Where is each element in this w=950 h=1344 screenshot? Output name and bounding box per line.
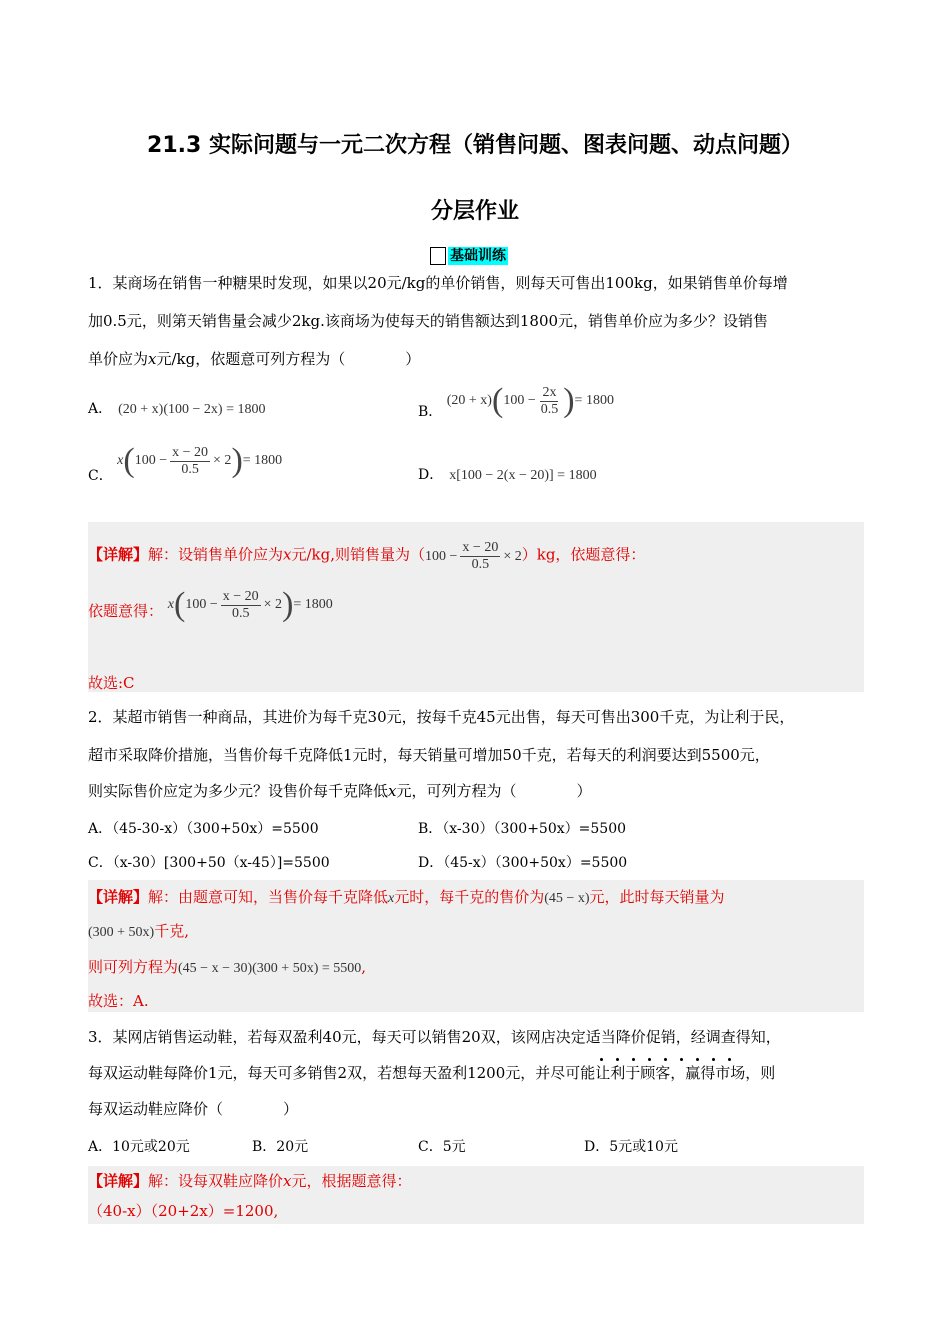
section-tag bbox=[430, 246, 508, 266]
section-label: 基础训练 bbox=[450, 248, 506, 264]
q1-option-d: D． x[100 − 2(x − 20)] = 1800 bbox=[418, 467, 597, 483]
q2-answer-line4: 故选：A. bbox=[88, 992, 149, 1010]
q3-answer-line1: 【详解】解：设每双鞋应降价x元，根据题意得： bbox=[88, 1172, 412, 1190]
emphasis-dot bbox=[728, 1058, 731, 1061]
q3-answer-line2: （40-x）（20+2x）=1200, bbox=[88, 1202, 279, 1220]
q2-option-c: C．（x-30）[300+50（x-45）]=5500 bbox=[88, 855, 330, 871]
q2-option-b: B．（x-30）（300+50x）=5500 bbox=[418, 821, 627, 837]
q1-line3: 单价应为x元/kg，依题意可列方程为（ ） bbox=[88, 350, 421, 368]
q1-answer-line2: 依题意得： x(100 − $\frac{x - 20}{0.5}$ × 2)= 1800 bbox=[88, 586, 333, 623]
q2-option-d: D．（45-x）（300+50x）=5500 bbox=[418, 855, 628, 871]
q2-line1: 2．某超市销售一种商品，其进价为每千克30元，按每千克45元出售，每天可售出300千克，为让利于民， bbox=[88, 708, 795, 726]
q1-answer-line1: 【详解】解：设销售单价应为x元/kg,则销售量为（100 − $\frac{x - 20}{0.5}$ × 2）kg，依题意得： bbox=[88, 540, 646, 572]
emphasis-dot bbox=[632, 1058, 635, 1061]
emphasis-dot bbox=[600, 1058, 603, 1061]
q1-option-b: B． (20 + x)(100 − $\frac{2x}{0.5}$ )= 1800 bbox=[418, 382, 614, 421]
q2-line2: 超市采取降价措施，当售价每千克降低1元时，每天销量可增加50千克，若每天的利润要达到5500元， bbox=[88, 746, 770, 764]
checkbox-icon bbox=[430, 247, 446, 265]
emphasis-dot bbox=[696, 1058, 699, 1061]
q3-emphasis: 并尽可能让利于顾客 bbox=[535, 1064, 671, 1082]
q3-answer-box bbox=[88, 1166, 864, 1224]
q2-line3: 则实际售价应定为多少元？设售价每千克降低x元，可列方程为（ ） bbox=[88, 782, 592, 800]
q3-option-a: A．10元或20元 bbox=[88, 1139, 190, 1155]
q2-answer-line3: 则可列方程为(45 − x − 30)(300 + 50x) = 5500, bbox=[88, 958, 367, 976]
emphasis-dot bbox=[680, 1058, 683, 1061]
q3-option-c: C．5元 bbox=[418, 1139, 466, 1155]
emphasis-dot bbox=[712, 1058, 715, 1061]
q2-answer-line1: 【详解】解：由题意可知，当售价每千克降低x元时，每千克的售价为(45 − x)元，此时每天销量为 bbox=[88, 888, 725, 906]
emphasis-dot bbox=[616, 1058, 619, 1061]
q2-option-a: A．（45-30-x）（300+50x）=5500 bbox=[88, 821, 319, 837]
q1-answer-box bbox=[88, 522, 864, 692]
q1-line2: 加0.5元，则第天销售量会减少2kg.该商场为使每天的销售额达到1800元，销售单价应为多少？设销售 bbox=[88, 312, 769, 330]
q3-line2: 每双运动鞋每降价1元，每天可多销售2双，若想每天盈利1200元，并尽可能让利于顾客，赢得市场，则 bbox=[88, 1064, 776, 1082]
q3-line1: 3．某网店销售运动鞋，若每双盈利40元，每天可以销售20双，该网店决定适当降价促销，经调查得知， bbox=[88, 1028, 781, 1046]
q1-option-c: C． x(100 − $\frac{x - 20}{0.5}$ × 2)= 1800 bbox=[88, 442, 283, 485]
q1-answer-line3: 故选:C bbox=[88, 674, 135, 692]
q2-answer-box bbox=[88, 880, 864, 1012]
q3-line3: 每双运动鞋应降价（ ） bbox=[88, 1100, 299, 1118]
emphasis-dot bbox=[648, 1058, 651, 1061]
q3-option-b: B．20元 bbox=[252, 1139, 309, 1155]
q1-option-a: A． (20 + x)(100 − 2x) = 1800 bbox=[88, 401, 266, 417]
q3-option-d: D．5元或10元 bbox=[584, 1139, 678, 1155]
emphasis-dot bbox=[664, 1058, 667, 1061]
page-subtitle: 分层作业 bbox=[430, 199, 519, 224]
q2-answer-line2: (300 + 50x)千克, bbox=[88, 922, 190, 940]
q1-line1: 1．某商场在销售一种糖果时发现，如果以20元/kg的单价销售，则每天可售出100kg，如果销售单价每增 bbox=[88, 274, 788, 292]
page-title: 21.3 实际问题与一元二次方程（销售问题、图表问题、动点问题） bbox=[147, 133, 803, 158]
